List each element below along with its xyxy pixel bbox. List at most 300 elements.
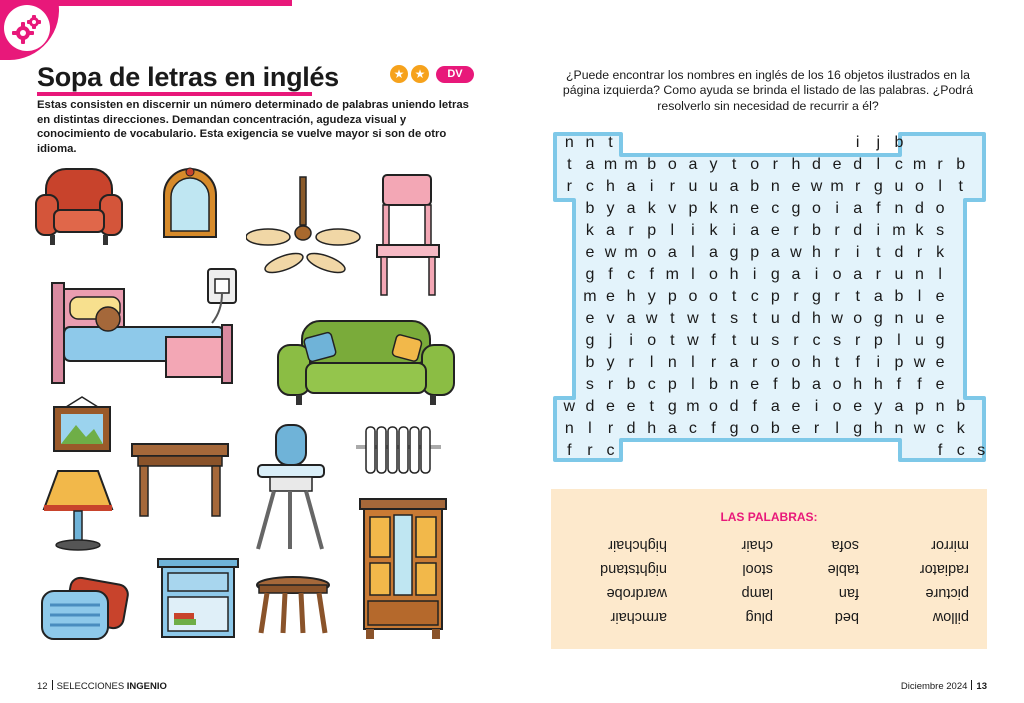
- word-item: sofa: [831, 537, 859, 553]
- word-list-panel: [551, 489, 987, 649]
- grid-letter[interactable]: o: [647, 244, 657, 261]
- grid-letter[interactable]: a: [585, 156, 595, 173]
- mirror-icon: [158, 167, 223, 242]
- grid-letter[interactable]: f: [917, 376, 922, 393]
- grid-letter[interactable]: r: [628, 222, 634, 239]
- grid-letter[interactable]: r: [587, 442, 593, 459]
- grid-letter[interactable]: e: [750, 200, 760, 217]
- grid-letter[interactable]: a: [709, 244, 718, 261]
- grid-letter[interactable]: r: [834, 222, 840, 239]
- grid-letter[interactable]: i: [629, 332, 633, 349]
- grid-letter[interactable]: c: [956, 442, 965, 459]
- plug-icon: [206, 267, 241, 327]
- grid-letter[interactable]: d: [729, 398, 739, 415]
- grid-letter[interactable]: a: [770, 244, 780, 261]
- grid-letter[interactable]: c: [750, 288, 759, 305]
- footer-divider: [971, 680, 972, 690]
- grid-letter[interactable]: l: [588, 420, 592, 437]
- grid-letter[interactable]: p: [688, 200, 698, 217]
- grid-letter[interactable]: r: [937, 156, 943, 173]
- grid-letter[interactable]: l: [938, 178, 942, 195]
- grid-letter[interactable]: o: [709, 398, 718, 415]
- grid-letter[interactable]: a: [729, 178, 739, 195]
- grid-letter[interactable]: t: [731, 332, 737, 349]
- grid-letter[interactable]: d: [853, 156, 863, 173]
- grid-letter[interactable]: h: [729, 266, 739, 283]
- grid-letter[interactable]: g: [873, 310, 883, 327]
- grid-letter[interactable]: i: [876, 222, 881, 239]
- grid-letter[interactable]: b: [647, 156, 657, 173]
- grid-letter[interactable]: d: [853, 222, 863, 239]
- grid-letter[interactable]: f: [711, 332, 716, 349]
- grid-letter[interactable]: c: [771, 200, 780, 217]
- grid-letter[interactable]: n: [915, 266, 924, 283]
- grid-letter[interactable]: g: [729, 420, 739, 437]
- grid-letter[interactable]: m: [912, 156, 927, 173]
- grid-letter[interactable]: g: [935, 332, 945, 349]
- grid-letter[interactable]: a: [626, 178, 636, 195]
- grid-letter[interactable]: c: [627, 266, 636, 283]
- grid-letter[interactable]: p: [770, 288, 780, 305]
- grid-letter[interactable]: a: [770, 398, 780, 415]
- sofa-icon: [276, 315, 456, 410]
- grid-letter[interactable]: o: [853, 310, 863, 327]
- grid-letter[interactable]: o: [832, 376, 842, 393]
- grid-letter[interactable]: m: [830, 178, 844, 195]
- grid-letter[interactable]: t: [608, 134, 613, 151]
- grid-letter[interactable]: b: [956, 156, 966, 173]
- issue-date: Diciembre 2024: [900, 681, 968, 692]
- grid-letter[interactable]: g: [853, 420, 863, 437]
- grid-letter[interactable]: w: [913, 354, 926, 371]
- grid-letter[interactable]: i: [732, 222, 736, 239]
- stool-icon: [253, 575, 333, 637]
- grid-letter[interactable]: o: [709, 288, 718, 305]
- grid-letter[interactable]: r: [855, 178, 861, 195]
- grid-letter[interactable]: a: [606, 222, 615, 239]
- grid-letter[interactable]: n: [585, 134, 595, 151]
- grid-letter[interactable]: r: [710, 354, 717, 371]
- word-list-title: LAS PALABRAS:: [720, 510, 818, 524]
- grid-letter[interactable]: v: [668, 200, 677, 217]
- grid-letter[interactable]: r: [813, 420, 820, 437]
- grid-letter[interactable]: n: [894, 310, 904, 327]
- grid-letter[interactable]: i: [752, 266, 757, 283]
- grid-letter[interactable]: i: [876, 354, 881, 371]
- grid-letter[interactable]: s: [936, 222, 945, 239]
- grid-letter[interactable]: g: [791, 200, 801, 217]
- grid-letter[interactable]: e: [935, 376, 945, 393]
- grid-letter[interactable]: y: [647, 288, 656, 305]
- grid-letter[interactable]: r: [793, 222, 799, 239]
- grid-letter[interactable]: l: [670, 222, 675, 239]
- grid-letter[interactable]: o: [770, 354, 780, 371]
- grid-letter[interactable]: y: [709, 156, 718, 173]
- grid-letter[interactable]: f: [608, 266, 613, 283]
- grid-letter[interactable]: t: [670, 310, 675, 327]
- grid-letter[interactable]: h: [873, 376, 883, 393]
- grid-letter[interactable]: c: [647, 376, 656, 393]
- lamp-icon: [40, 467, 120, 552]
- grid-letter[interactable]: w: [645, 310, 658, 327]
- difficulty-stars: [390, 65, 429, 83]
- grid-letter[interactable]: t: [958, 178, 963, 195]
- grid-letter[interactable]: k: [647, 200, 656, 217]
- grid-letter[interactable]: l: [938, 266, 942, 283]
- grid-letter[interactable]: d: [791, 310, 801, 327]
- word-item: armchair: [610, 609, 667, 625]
- grid-letter[interactable]: r: [669, 178, 675, 195]
- grid-letter[interactable]: l: [649, 354, 654, 371]
- grid-letter[interactable]: f: [773, 376, 778, 393]
- grid-letter[interactable]: l: [691, 354, 695, 371]
- grid-letter[interactable]: u: [915, 310, 924, 327]
- grid-letter[interactable]: o: [812, 200, 821, 217]
- word-item: table: [827, 561, 859, 577]
- word-item: chair: [741, 537, 773, 553]
- grid-letter[interactable]: c: [606, 442, 615, 459]
- grid-letter[interactable]: a: [894, 398, 904, 415]
- table-icon: [130, 440, 230, 520]
- grid-letter[interactable]: a: [791, 266, 801, 283]
- grid-letter[interactable]: h: [812, 310, 821, 327]
- grid-letter[interactable]: f: [567, 442, 572, 459]
- grid-letter[interactable]: r: [855, 332, 861, 349]
- grid-letter[interactable]: p: [915, 398, 924, 415]
- grid-letter[interactable]: e: [770, 222, 780, 239]
- grid-letter[interactable]: b: [709, 376, 718, 393]
- grid-letter[interactable]: w: [790, 244, 802, 261]
- grid-letter[interactable]: l: [691, 244, 695, 261]
- publication-name: SELECCIONES: [56, 681, 125, 692]
- grid-letter[interactable]: r: [916, 244, 923, 261]
- pillow-icon: [38, 575, 133, 645]
- grid-letter[interactable]: e: [935, 310, 945, 327]
- grid-letter[interactable]: o: [709, 266, 718, 283]
- word-item: stool: [742, 561, 773, 577]
- grid-letter[interactable]: k: [936, 244, 945, 261]
- grid-letter[interactable]: a: [626, 310, 636, 327]
- word-item: fan: [838, 585, 859, 601]
- grid-letter[interactable]: e: [585, 310, 595, 327]
- grid-letter[interactable]: i: [691, 222, 695, 239]
- grid-letter[interactable]: c: [894, 156, 903, 173]
- word-item: lamp: [741, 585, 773, 601]
- grid-letter[interactable]: g: [770, 266, 780, 283]
- grid-letter[interactable]: o: [750, 420, 760, 437]
- page-number-right: 13: [976, 681, 987, 692]
- grid-letter[interactable]: a: [853, 200, 863, 217]
- grid-letter[interactable]: m: [686, 398, 700, 415]
- grid-letter[interactable]: f: [855, 354, 860, 371]
- grid-letter[interactable]: o: [667, 156, 677, 173]
- grid-letter[interactable]: o: [688, 288, 698, 305]
- grid-letter[interactable]: a: [667, 420, 677, 437]
- wardrobe-icon: [358, 497, 448, 642]
- grid-letter[interactable]: n: [770, 178, 780, 195]
- grid-letter[interactable]: t: [670, 332, 675, 349]
- grid-letter[interactable]: f: [752, 398, 757, 415]
- grid-letter[interactable]: o: [935, 200, 945, 217]
- grid-letter[interactable]: f: [876, 200, 881, 217]
- grid-letter[interactable]: r: [875, 266, 881, 283]
- grid-letter[interactable]: u: [915, 332, 924, 349]
- grid-letter[interactable]: p: [647, 222, 657, 239]
- grid-letter[interactable]: m: [624, 244, 638, 261]
- furniture-illustrations: [28, 155, 458, 655]
- grid-letter[interactable]: e: [935, 354, 945, 371]
- chair-icon: [373, 173, 443, 298]
- grid-letter[interactable]: l: [835, 420, 839, 437]
- grid-letter[interactable]: e: [791, 178, 801, 195]
- grid-letter[interactable]: i: [814, 266, 819, 283]
- grid-letter[interactable]: c: [688, 420, 697, 437]
- grid-letter[interactable]: d: [894, 244, 904, 261]
- grid-letter[interactable]: t: [752, 310, 757, 327]
- grid-letter[interactable]: e: [791, 420, 801, 437]
- grid-letter[interactable]: w: [563, 398, 576, 415]
- gears-icon: [0, 0, 66, 60]
- star-icon: ★: [411, 65, 429, 83]
- grid-letter[interactable]: a: [853, 266, 863, 283]
- grid-letter[interactable]: w: [687, 310, 699, 327]
- grid-letter[interactable]: i: [649, 178, 654, 195]
- word-search-grid: [553, 132, 986, 462]
- grid-letter[interactable]: b: [894, 288, 904, 305]
- grid-letter[interactable]: n: [894, 420, 904, 437]
- grid-letter[interactable]: o: [832, 398, 842, 415]
- grid-letter[interactable]: s: [977, 442, 986, 459]
- grid-letter[interactable]: n: [667, 354, 677, 371]
- grid-letter[interactable]: o: [915, 178, 924, 195]
- grid-letter[interactable]: u: [770, 310, 780, 327]
- grid-letter[interactable]: e: [606, 398, 615, 415]
- grid-letter[interactable]: a: [729, 354, 739, 371]
- grid-letter[interactable]: u: [709, 178, 718, 195]
- grid-letter[interactable]: e: [750, 376, 760, 393]
- grid-letter[interactable]: b: [812, 222, 821, 239]
- grid-letter[interactable]: t: [731, 288, 737, 305]
- grid-letter[interactable]: a: [667, 244, 677, 261]
- grid-letter[interactable]: d: [585, 398, 595, 415]
- grid-letter[interactable]: d: [915, 200, 924, 217]
- grid-letter[interactable]: a: [812, 376, 821, 393]
- title-underline: [37, 92, 312, 96]
- grid-letter[interactable]: f: [711, 420, 716, 437]
- grid-letter[interactable]: n: [729, 376, 739, 393]
- grid-letter[interactable]: l: [917, 288, 922, 305]
- grid-letter[interactable]: d: [812, 156, 821, 173]
- grid-letter[interactable]: t: [567, 156, 572, 173]
- level-badge: DV: [436, 66, 474, 83]
- grid-letter[interactable]: f: [649, 266, 654, 283]
- word-item: nightstand: [600, 561, 667, 577]
- grid-letter[interactable]: s: [833, 332, 842, 349]
- grid-letter[interactable]: b: [750, 178, 760, 195]
- grid-letter[interactable]: t: [731, 156, 737, 173]
- grid-letter[interactable]: p: [667, 376, 677, 393]
- grid-letter[interactable]: r: [834, 244, 840, 261]
- grid-letter[interactable]: c: [936, 420, 945, 437]
- grid-letter[interactable]: s: [730, 310, 739, 327]
- grid-letter[interactable]: e: [853, 398, 863, 415]
- grid-letter[interactable]: g: [812, 288, 821, 305]
- grid-letter[interactable]: i: [855, 244, 860, 261]
- grid-letter[interactable]: w: [687, 332, 699, 349]
- grid-letter[interactable]: h: [791, 156, 801, 173]
- grid-letter[interactable]: h: [812, 244, 821, 261]
- grid-letter[interactable]: h: [853, 376, 863, 393]
- footer-divider: [52, 680, 53, 690]
- grid-letter[interactable]: w: [810, 178, 823, 195]
- grid-letter[interactable]: g: [729, 244, 739, 261]
- grid-letter[interactable]: v: [606, 310, 615, 327]
- grid-letter[interactable]: b: [894, 134, 904, 151]
- ceiling-fan-icon: [246, 175, 361, 280]
- page-footer-left: [37, 680, 167, 692]
- grid-letter[interactable]: h: [873, 420, 883, 437]
- grid-letter[interactable]: b: [770, 420, 780, 437]
- grid-letter[interactable]: l: [876, 156, 881, 173]
- brand-name: INGENIO: [126, 681, 167, 692]
- grid-letter[interactable]: o: [832, 266, 842, 283]
- grid-letter[interactable]: h: [606, 178, 615, 195]
- grid-letter[interactable]: f: [937, 442, 943, 459]
- grid-letter[interactable]: u: [894, 266, 904, 283]
- page-number-left: 12: [37, 681, 48, 692]
- grid-letter[interactable]: u: [750, 332, 760, 349]
- grid-letter[interactable]: b: [956, 398, 966, 415]
- grid-letter[interactable]: r: [566, 178, 572, 195]
- grid-letter[interactable]: g: [585, 266, 595, 283]
- grid-letter[interactable]: e: [832, 156, 842, 173]
- grid-letter[interactable]: p: [667, 288, 677, 305]
- grid-letter[interactable]: t: [855, 288, 860, 305]
- grid-letter[interactable]: b: [585, 354, 595, 371]
- word-item: mirror: [931, 537, 969, 553]
- picture-icon: [50, 395, 115, 455]
- grid-letter[interactable]: u: [688, 178, 698, 195]
- word-item: picture: [925, 585, 969, 601]
- grid-letter[interactable]: s: [771, 332, 780, 349]
- grid-letter[interactable]: g: [873, 178, 883, 195]
- grid-letter[interactable]: m: [624, 156, 638, 173]
- highchair-icon: [248, 423, 333, 553]
- grid-letter[interactable]: c: [812, 332, 821, 349]
- grid-letter[interactable]: l: [691, 376, 695, 393]
- grid-letter[interactable]: b: [791, 376, 801, 393]
- word-item: bed: [834, 609, 859, 625]
- grid-letter[interactable]: l: [691, 266, 695, 283]
- grid-letter[interactable]: r: [752, 354, 758, 371]
- grid-letter[interactable]: e: [791, 398, 801, 415]
- grid-letter[interactable]: e: [585, 244, 595, 261]
- grid-letter[interactable]: h: [626, 288, 636, 305]
- grid-letter[interactable]: n: [935, 398, 945, 415]
- grid-letter[interactable]: k: [915, 222, 924, 239]
- grid-letter[interactable]: w: [913, 420, 926, 437]
- grid-letter[interactable]: m: [892, 222, 906, 239]
- grid-letter[interactable]: e: [626, 398, 636, 415]
- grid-letter[interactable]: p: [873, 332, 883, 349]
- grid-letter[interactable]: n: [564, 420, 574, 437]
- grid-letter[interactable]: l: [897, 332, 901, 349]
- grid-letter[interactable]: u: [894, 178, 904, 195]
- grid-letter[interactable]: r: [607, 376, 614, 393]
- grid-letter[interactable]: t: [876, 244, 881, 261]
- grid-letter[interactable]: t: [834, 354, 840, 371]
- grid-letter[interactable]: r: [628, 354, 634, 371]
- grid-letter[interactable]: j: [876, 134, 881, 151]
- grid-letter[interactable]: m: [603, 156, 618, 173]
- grid-letter[interactable]: n: [729, 200, 739, 217]
- grid-letter[interactable]: m: [583, 288, 597, 305]
- grid-letter[interactable]: k: [709, 200, 718, 217]
- grid-letter[interactable]: j: [608, 332, 613, 349]
- grid-letter[interactable]: n: [894, 200, 904, 217]
- grid-letter[interactable]: e: [606, 288, 615, 305]
- grid-letter[interactable]: e: [935, 288, 945, 305]
- grid-letter[interactable]: m: [665, 266, 679, 283]
- grid-letter[interactable]: h: [647, 420, 657, 437]
- grid-letter[interactable]: r: [793, 288, 799, 305]
- grid-letter[interactable]: r: [607, 420, 614, 437]
- grid-letter[interactable]: r: [793, 332, 799, 349]
- grid-letter[interactable]: y: [874, 398, 883, 415]
- grid-letter[interactable]: p: [894, 354, 904, 371]
- grid-letter[interactable]: w: [604, 244, 617, 261]
- grid-letter[interactable]: i: [855, 134, 860, 151]
- grid-letter[interactable]: r: [772, 156, 778, 173]
- grid-letter[interactable]: k: [585, 222, 594, 239]
- grid-letter[interactable]: k: [956, 420, 965, 437]
- grid-letter[interactable]: a: [873, 288, 883, 305]
- grid-letter[interactable]: s: [585, 376, 594, 393]
- grid-letter[interactable]: a: [688, 156, 698, 173]
- intro-paragraph: Estas consisten en discernir un número determinado de palabras uniendo letras en distintas direcciones. Demandan concentración, agudeza visual y conocimiento de vocabulario. Esta exigencia se vuelve mayor si son de otro idioma.: [37, 99, 469, 155]
- grid-letter[interactable]: a: [626, 200, 636, 217]
- grid-letter[interactable]: o: [791, 354, 801, 371]
- grid-letter[interactable]: i: [814, 398, 819, 415]
- grid-letter[interactable]: r: [834, 288, 840, 305]
- grid-letter[interactable]: g: [585, 332, 595, 349]
- grid-letter[interactable]: d: [626, 420, 636, 437]
- grid-letter[interactable]: i: [835, 200, 839, 217]
- grid-letter[interactable]: t: [711, 310, 716, 327]
- grid-letter[interactable]: a: [750, 222, 760, 239]
- grid-letter[interactable]: f: [896, 376, 902, 393]
- grid-letter[interactable]: c: [585, 178, 594, 195]
- grid-letter[interactable]: b: [626, 376, 636, 393]
- grid-letter[interactable]: w: [831, 310, 843, 327]
- grid-letter[interactable]: g: [667, 398, 677, 415]
- grid-letter[interactable]: p: [750, 244, 760, 261]
- grid-letter[interactable]: y: [606, 200, 615, 217]
- word-item: pillow: [932, 609, 969, 625]
- grid-letter[interactable]: o: [647, 332, 657, 349]
- puzzle-question: ¿Puede encontrar los nombres en inglés de los 16 objetos ilustrados en la página izquierda? Como ayuda se brinda el listado de las palabras. ¿Podrá resolverlo sin necesidad de recurrir a él?: [562, 68, 974, 113]
- grid-letter[interactable]: b: [585, 200, 595, 217]
- grid-letter[interactable]: y: [606, 354, 615, 371]
- grid-letter[interactable]: t: [649, 398, 654, 415]
- star-icon: ★: [390, 65, 408, 83]
- grid-letter[interactable]: o: [750, 156, 760, 173]
- grid-letter[interactable]: n: [564, 134, 574, 151]
- grid-letter[interactable]: h: [812, 354, 821, 371]
- nightstand-icon: [156, 555, 241, 645]
- grid-letter[interactable]: k: [709, 222, 718, 239]
- page-title: Sopa de letras en inglés: [37, 62, 339, 92]
